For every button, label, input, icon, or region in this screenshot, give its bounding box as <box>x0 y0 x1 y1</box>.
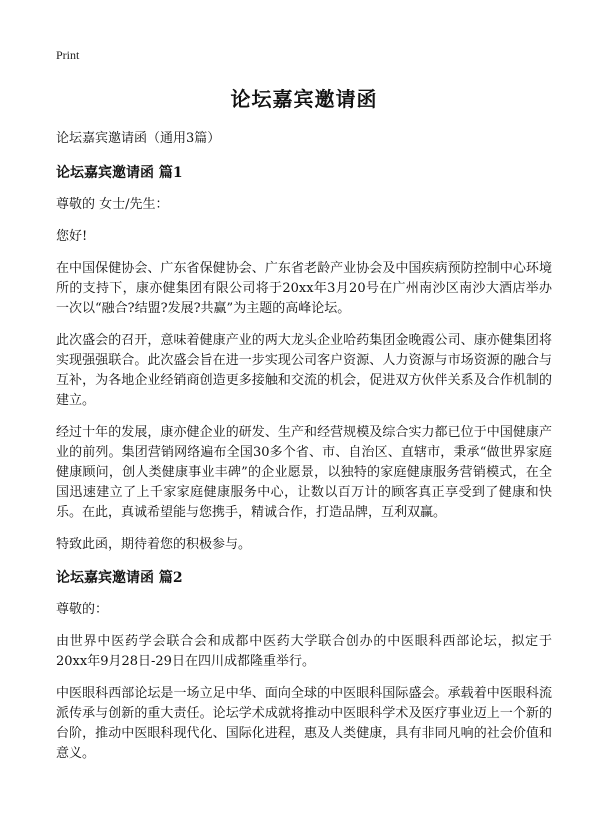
section-1 <box>56 162 552 555</box>
paragraph: 经过十年的发展，康亦健企业的研发、生产和经营规模及综合实力都已位于中国健康产业的前列。集团营销网络遍布全国30多个省、市、自治区、直辖市，秉承“做世界家庭健康顾问，创人类健康事业丰碑”的企业愿景，以独特的家庭健康服务营销模式，在全国迅速建立了上千家家庭健康服务中心，让数以百万计的顾客真正享受到了健康和快乐。在此，真诚希望能与您携手，精诚合作，打造品牌，互利双赢。 <box>56 425 552 520</box>
paragraph: 在中国保健协会、广东省保健协会、广东省老龄产业协会及中国疾病预防控制中心环境所的支持下，康亦健集团有限公司将于20xx年3月20号在广州南沙区南沙大酒店举办一次以“融合?结盟?发展?共赢”为主题的高峰论坛。 <box>56 261 552 316</box>
paragraph: 此次盛会的召开，意味着健康产业的两大龙头企业哈药集团金晚霞公司、康亦健集团将实现强强联合。此次盛会旨在进一步实现公司客户资源、人力资源与市场资源的融合与互补，为各地企业经销商创造更多接触和交流的机会，促进双方伙伴关系及合作机制的建立。 <box>56 333 552 408</box>
section-heading: 论坛嘉宾邀请函 篇2 <box>56 570 183 586</box>
salutation: 尊敬的 女士/先生： <box>56 197 169 212</box>
paragraph: 中医眼科西部论坛是一场立足中华、面向全球的中医眼科国际盛会。承载着中医眼科流派传承与创新的重大责任。论坛学术成就将推动中医眼科学术及医疗事业迈上一个新的台阶，推动中医眼科现代化、国际化进程，惠及人类健康，具有非同凡响的社会价值和意义。 <box>56 686 552 761</box>
closing-line: 特致此函，期待着您的积极参与。 <box>56 537 252 552</box>
section-2 <box>56 567 552 764</box>
page-title: 论坛嘉宾邀请函 <box>230 87 378 111</box>
print-link[interactable]: Print <box>56 48 80 62</box>
salutation: 尊敬的： <box>56 602 109 617</box>
section-heading: 论坛嘉宾邀请函 篇1 <box>56 165 183 181</box>
document-subtitle: 论坛嘉宾邀请函（通用3篇） <box>56 131 221 146</box>
paragraph: 由世界中医药学会联合会和成都中医药大学联合创办的中医眼科西部论坛，拟定于20xx年9月28日-29日在四川成都隆重举行。 <box>56 634 552 669</box>
greeting: 您好! <box>56 229 88 244</box>
